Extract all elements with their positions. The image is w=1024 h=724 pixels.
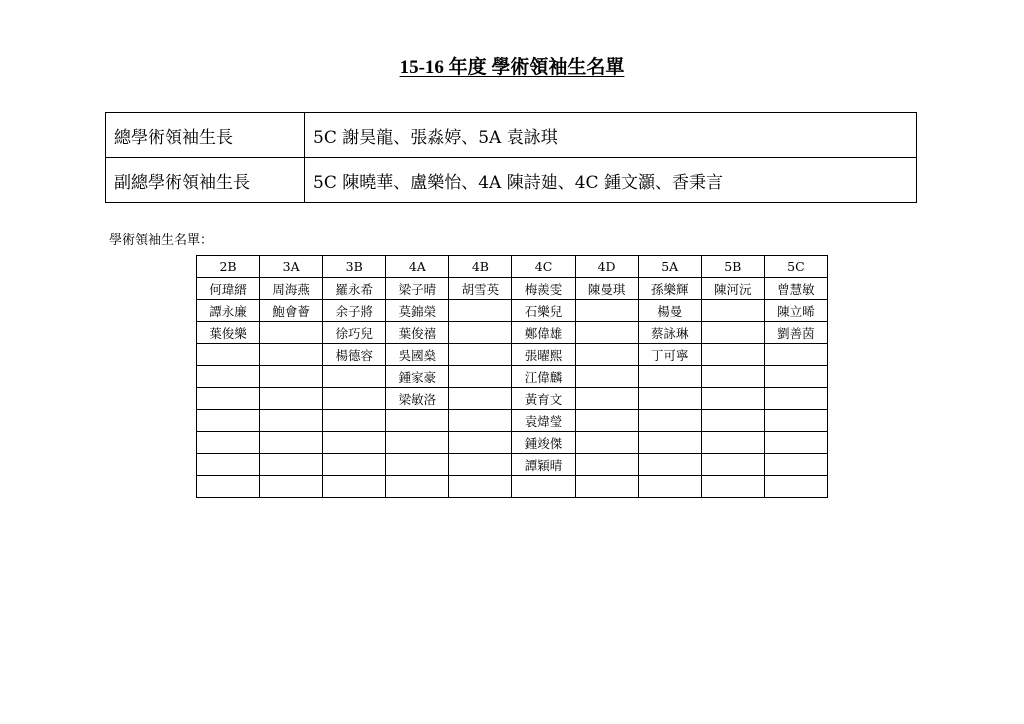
roster-column-header: 5B [701, 256, 764, 278]
roster-header [197, 256, 828, 278]
roster-cell: 羅永希 [323, 278, 386, 300]
roster-column-header: 5C [764, 256, 827, 278]
leader-role: 總學術領袖生長 [106, 113, 305, 158]
roster-cell: 楊曼 [638, 300, 701, 322]
roster-cell [575, 388, 638, 410]
roster-cell [197, 410, 260, 432]
roster-cell [260, 454, 323, 476]
roster-cell: 余子將 [323, 300, 386, 322]
roster-cell [323, 454, 386, 476]
roster-cell: 江偉麟 [512, 366, 575, 388]
roster-cell [638, 366, 701, 388]
roster-cell [260, 476, 323, 498]
roster-column-header: 4B [449, 256, 512, 278]
roster-cell [323, 476, 386, 498]
roster-cell [701, 476, 764, 498]
roster-cell: 莫錦榮 [386, 300, 449, 322]
roster-cell: 鄭偉雄 [512, 322, 575, 344]
roster-cell [197, 388, 260, 410]
roster-row [197, 476, 828, 498]
roster-cell [449, 476, 512, 498]
roster-cell [701, 344, 764, 366]
roster-cell: 鮑會薈 [260, 300, 323, 322]
roster-column-header: 2B [197, 256, 260, 278]
roster-cell [575, 454, 638, 476]
roster-row [197, 278, 828, 300]
head-leaders-table [105, 112, 917, 203]
roster-cell: 葉俊樂 [197, 322, 260, 344]
roster-cell [764, 344, 827, 366]
roster-cell [701, 388, 764, 410]
roster-cell [764, 366, 827, 388]
roster-cell [575, 410, 638, 432]
roster-cell [638, 388, 701, 410]
roster-cell [449, 410, 512, 432]
roster-cell [449, 388, 512, 410]
roster-cell [701, 366, 764, 388]
roster-cell [575, 476, 638, 498]
roster-column-header: 4C [512, 256, 575, 278]
roster-column-header: 3B [323, 256, 386, 278]
roster-cell: 徐巧兒 [323, 322, 386, 344]
roster-cell [701, 300, 764, 322]
roster-cell: 梁敏洛 [386, 388, 449, 410]
roster-cell [764, 432, 827, 454]
roster-cell [386, 454, 449, 476]
roster-table [196, 255, 828, 498]
roster-cell [701, 454, 764, 476]
roster-cell [575, 300, 638, 322]
roster-cell: 袁煒瑩 [512, 410, 575, 432]
head-leaders-body [106, 113, 917, 203]
roster-cell: 蔡詠琳 [638, 322, 701, 344]
roster-cell: 石樂兒 [512, 300, 575, 322]
roster-cell: 周海燕 [260, 278, 323, 300]
roster-cell [323, 432, 386, 454]
roster-cell [575, 344, 638, 366]
roster-cell [386, 432, 449, 454]
roster-column-header: 4D [575, 256, 638, 278]
roster-cell [197, 366, 260, 388]
roster-column-header: 5A [638, 256, 701, 278]
roster-cell: 葉俊禧 [386, 322, 449, 344]
leader-row [106, 113, 917, 158]
roster-cell [575, 432, 638, 454]
roster-cell: 黃育文 [512, 388, 575, 410]
roster-cell [323, 388, 386, 410]
roster-cell: 曾慧敏 [764, 278, 827, 300]
roster-cell [386, 410, 449, 432]
leader-role: 副總學術領袖生長 [106, 158, 305, 203]
roster-cell: 譚穎晴 [512, 454, 575, 476]
roster-heading: 學術領袖生名單： [109, 233, 214, 248]
roster-cell [449, 366, 512, 388]
roster-cell [638, 410, 701, 432]
roster-cell [575, 366, 638, 388]
roster-cell [638, 454, 701, 476]
roster-cell [764, 410, 827, 432]
roster-cell [638, 432, 701, 454]
roster-cell [764, 454, 827, 476]
roster-cell: 陳曼琪 [575, 278, 638, 300]
roster-cell: 吳國燊 [386, 344, 449, 366]
roster-cell [260, 366, 323, 388]
roster-cell [260, 388, 323, 410]
roster-cell [260, 432, 323, 454]
roster-cell: 鍾家豪 [386, 366, 449, 388]
roster-row [197, 300, 828, 322]
roster-cell [449, 454, 512, 476]
roster-cell: 陳立晞 [764, 300, 827, 322]
roster-cell [197, 454, 260, 476]
roster-row [197, 454, 828, 476]
roster-cell [260, 410, 323, 432]
roster-header-row [197, 256, 828, 278]
roster-cell [197, 476, 260, 498]
leader-names: 5C 謝昊龍、張淼婷、5A 袁詠琪 [305, 113, 917, 158]
roster-cell [323, 366, 386, 388]
roster-row [197, 432, 828, 454]
roster-body [197, 278, 828, 498]
roster-cell [638, 476, 701, 498]
roster-cell [449, 344, 512, 366]
roster-cell [197, 432, 260, 454]
roster-cell [260, 322, 323, 344]
roster-cell [449, 432, 512, 454]
roster-cell [764, 388, 827, 410]
roster-cell: 劉善茵 [764, 322, 827, 344]
roster-cell: 何瑋縉 [197, 278, 260, 300]
roster-row [197, 366, 828, 388]
roster-cell [701, 410, 764, 432]
roster-cell: 梁子晴 [386, 278, 449, 300]
roster-cell [386, 476, 449, 498]
roster-cell [449, 300, 512, 322]
roster-cell [701, 322, 764, 344]
roster-row [197, 388, 828, 410]
roster-cell: 梅羨雯 [512, 278, 575, 300]
roster-cell [701, 432, 764, 454]
roster-cell [512, 476, 575, 498]
roster-column-header: 4A [386, 256, 449, 278]
leader-row [106, 158, 917, 203]
roster-cell: 張曜熙 [512, 344, 575, 366]
roster-cell [764, 476, 827, 498]
roster-cell [197, 344, 260, 366]
roster-cell: 譚永廉 [197, 300, 260, 322]
roster-cell: 鍾竣傑 [512, 432, 575, 454]
roster-cell [449, 322, 512, 344]
roster-cell: 胡雪英 [449, 278, 512, 300]
roster-cell: 楊德容 [323, 344, 386, 366]
roster-row [197, 410, 828, 432]
roster-cell [575, 322, 638, 344]
roster-row [197, 322, 828, 344]
roster-cell [323, 410, 386, 432]
roster-cell: 陳河沅 [701, 278, 764, 300]
roster-cell [260, 344, 323, 366]
leader-names: 5C 陳曉華、盧樂怡、4A 陳詩廸、4C 鍾文灝、香秉言 [305, 158, 917, 203]
roster-row [197, 344, 828, 366]
roster-cell: 丁可寧 [638, 344, 701, 366]
page-title: 15-16 年度 學術領袖生名單 [399, 57, 625, 78]
roster-cell: 孫樂輝 [638, 278, 701, 300]
roster-column-header: 3A [260, 256, 323, 278]
